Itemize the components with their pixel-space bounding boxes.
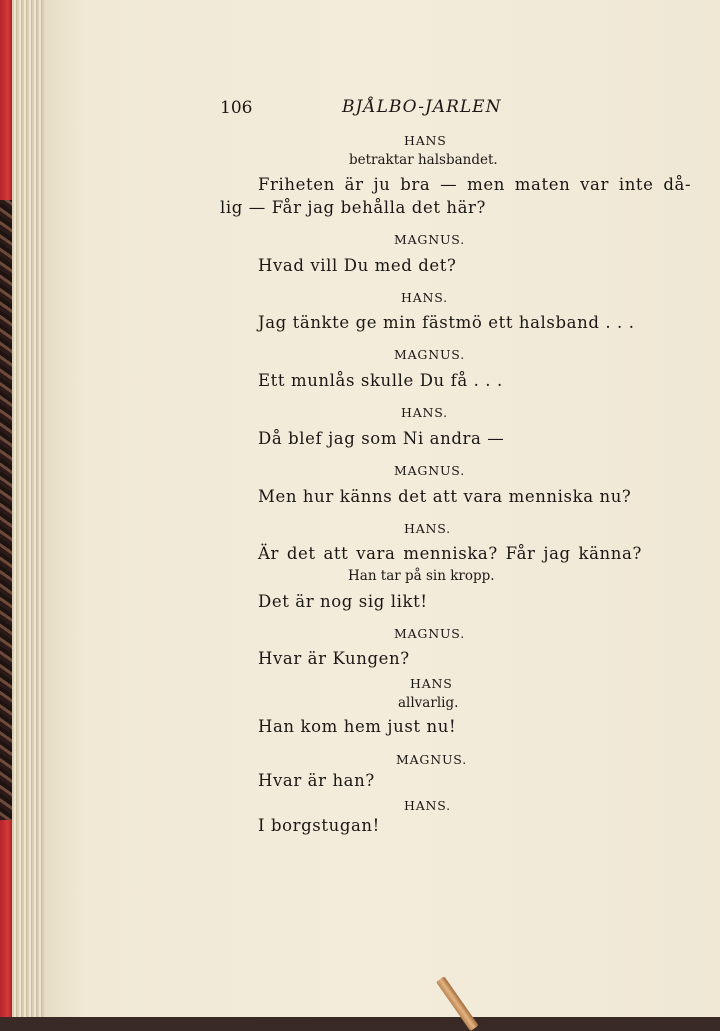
page-number: 106 <box>220 98 253 118</box>
dialogue-line: Men hur känns det att vara menniska nu? <box>258 487 632 506</box>
speaker-label: HANS. <box>401 405 448 420</box>
running-head: BJÅLBO-JARLEN <box>342 97 502 117</box>
dialogue-line: Hvar är Kungen? <box>258 649 410 668</box>
dialogue-line: Hvad vill Du med det? <box>258 256 457 275</box>
stage-direction: allvarlig. <box>398 695 459 711</box>
stage-direction: betraktar halsbandet. <box>349 152 498 168</box>
book-page <box>44 0 720 1017</box>
stage-direction: Han tar på sin kropp. <box>348 568 495 584</box>
dialogue-line: Då blef jag som Ni andra — <box>258 429 505 448</box>
dialogue-line: I borgstugan! <box>258 816 380 835</box>
page-edges <box>12 0 46 1017</box>
speaker-label: HANS. <box>404 798 451 813</box>
speaker-label: HANS <box>410 676 453 691</box>
speaker-label: HANS. <box>404 521 451 536</box>
dialogue-line: lig — Får jag behålla det här? <box>220 198 486 217</box>
dialogue-line: Ett munlås skulle Du få . . . <box>258 371 503 390</box>
speaker-label: MAGNUS. <box>394 347 465 362</box>
speaker-label: HANS. <box>401 290 448 305</box>
speaker-label: MAGNUS. <box>396 752 467 767</box>
speaker-label: MAGNUS. <box>394 463 465 478</box>
speaker-label: MAGNUS. <box>394 626 465 641</box>
dialogue-line: Hvar är han? <box>258 771 375 790</box>
dialogue-line: Det är nog sig likt! <box>258 592 428 611</box>
speaker-label: HANS <box>404 133 447 148</box>
dialogue-line: Är det att vara menniska? Får jag känna? <box>258 544 642 563</box>
dialogue-line: Friheten är ju bra — men maten var inte då- <box>258 175 692 194</box>
dialogue-line: Jag tänkte ge min fästmö ett halsband . . . <box>258 313 635 332</box>
dialogue-line: Han kom hem just nu! <box>258 717 457 736</box>
speaker-label: MAGNUS. <box>394 232 465 247</box>
